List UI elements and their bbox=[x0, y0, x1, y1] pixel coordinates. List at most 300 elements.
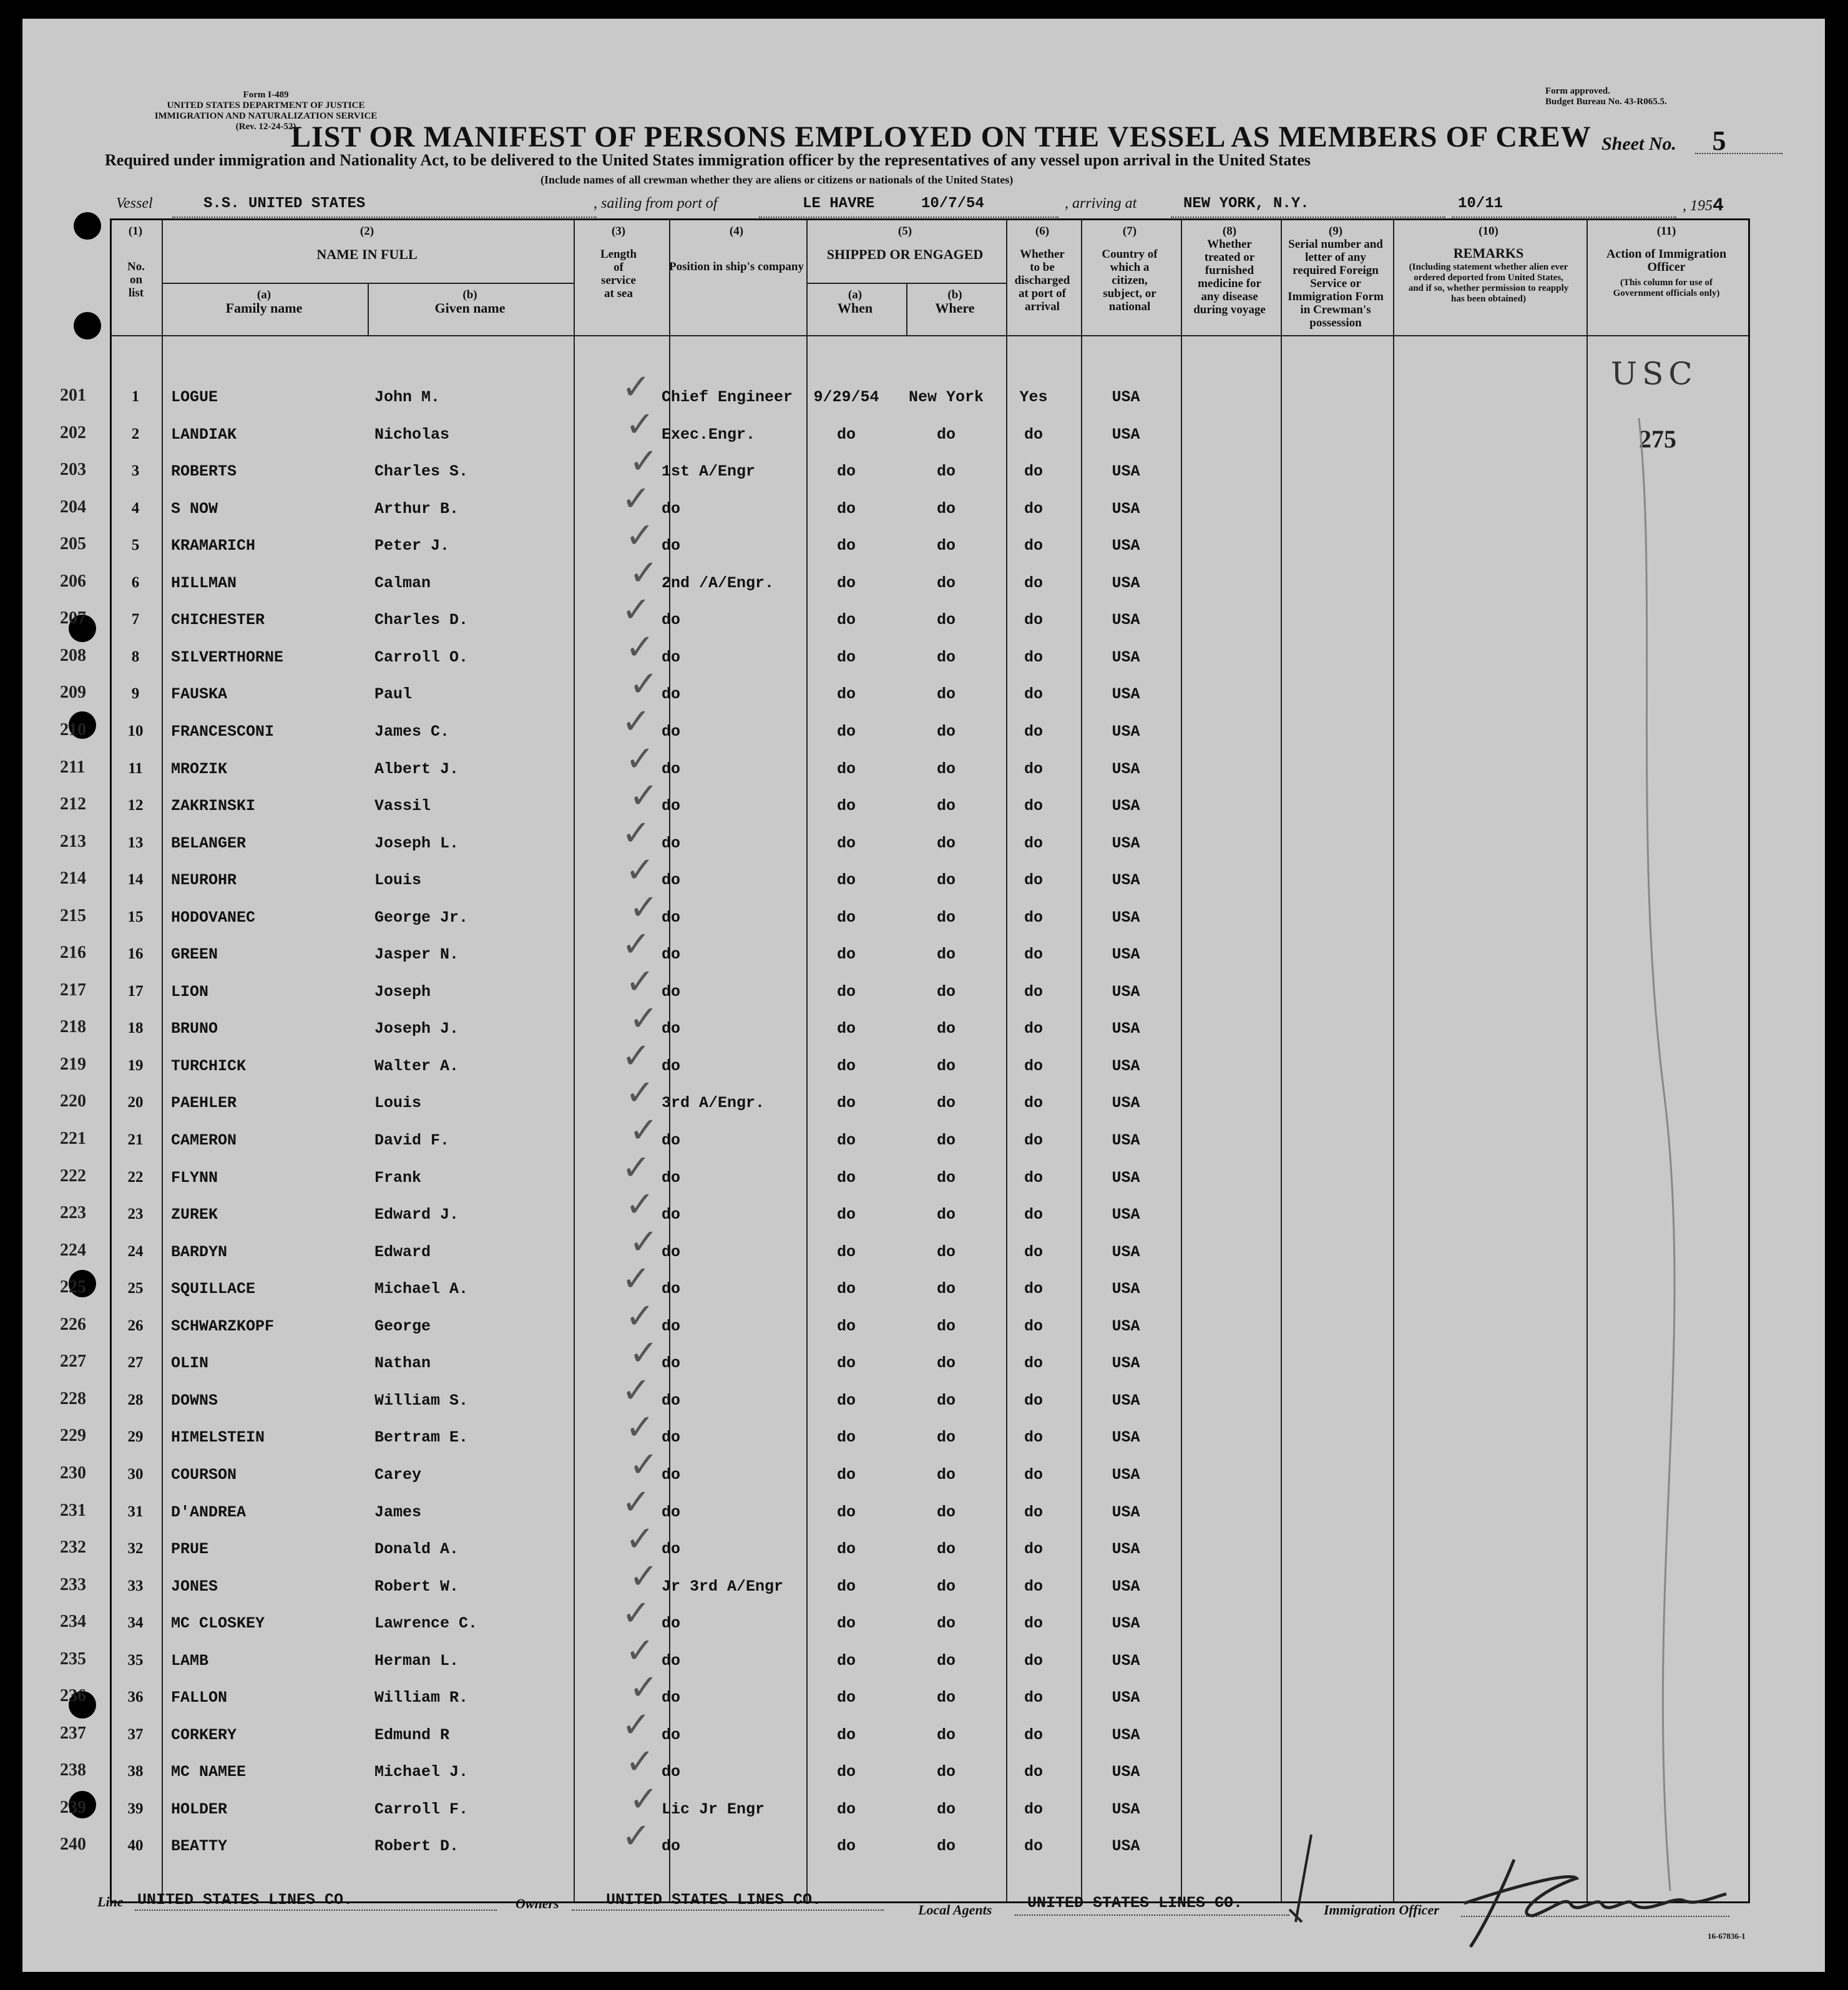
given-name: Michael J. bbox=[374, 1763, 469, 1781]
family-name: MROZIK bbox=[171, 760, 228, 778]
col2a-number: (a) bbox=[257, 288, 271, 301]
given-name: George bbox=[374, 1317, 431, 1335]
discharge: do bbox=[1024, 797, 1043, 815]
col10-title: REMARKS bbox=[1453, 245, 1524, 261]
position: do bbox=[662, 1206, 681, 1224]
handwritten-line-number: 210 bbox=[60, 720, 86, 739]
given-name: Charles S. bbox=[374, 462, 469, 480]
row-number: 40 bbox=[127, 1837, 144, 1854]
check-mark-icon: ✓ bbox=[629, 553, 658, 593]
shipped-where: do bbox=[936, 1428, 956, 1446]
country: USA bbox=[1112, 1354, 1140, 1372]
check-mark-icon: ✓ bbox=[622, 479, 651, 519]
country: USA bbox=[1112, 909, 1140, 927]
family-name: GREEN bbox=[171, 945, 218, 963]
usc-annotation: USC bbox=[1611, 356, 1698, 392]
shipped-where: do bbox=[936, 983, 956, 1001]
col10-number: (10) bbox=[1479, 225, 1498, 238]
country: USA bbox=[1112, 1503, 1140, 1521]
discharge: do bbox=[1024, 1057, 1043, 1075]
given-name: Robert D. bbox=[374, 1837, 459, 1855]
line-value: UNITED STATES LINES CO. bbox=[137, 1891, 353, 1909]
check-mark-icon: ✓ bbox=[622, 1259, 651, 1299]
family-name: KRAMARICH bbox=[171, 537, 256, 555]
year-label bbox=[1683, 195, 1724, 217]
discharge: do bbox=[1024, 1800, 1043, 1818]
col5-header bbox=[806, 225, 1004, 261]
shipped-where: do bbox=[936, 1837, 956, 1855]
given-name: Calman bbox=[374, 574, 431, 592]
handwritten-line-number: 203 bbox=[60, 460, 86, 479]
family-name: TURCHICK bbox=[171, 1057, 247, 1075]
shipped-when: do bbox=[836, 1540, 856, 1558]
country: USA bbox=[1112, 983, 1140, 1001]
shipped-where: do bbox=[936, 1280, 956, 1298]
punch-hole bbox=[74, 212, 101, 240]
shipped-when: do bbox=[836, 834, 856, 852]
col3-header bbox=[584, 225, 653, 300]
col5-number: (5) bbox=[897, 225, 912, 238]
shipped-when: do bbox=[836, 1800, 856, 1818]
family-name: BEATTY bbox=[171, 1837, 228, 1855]
shipped-where: do bbox=[936, 648, 956, 666]
country: USA bbox=[1112, 797, 1140, 815]
col7-number: (7) bbox=[1122, 225, 1137, 238]
shipped-when: do bbox=[836, 500, 856, 518]
handwritten-line-number: 218 bbox=[60, 1017, 86, 1036]
shipped-where: do bbox=[936, 1763, 956, 1781]
shipped-where: do bbox=[936, 1614, 956, 1632]
arrive-port: NEW YORK, N.Y. bbox=[1183, 195, 1309, 212]
row-number: 14 bbox=[127, 871, 144, 888]
country: USA bbox=[1112, 426, 1140, 444]
row-number: 17 bbox=[127, 983, 144, 1000]
arrive-date: 10/11 bbox=[1458, 195, 1503, 212]
discharge: do bbox=[1024, 909, 1043, 927]
check-mark-icon: ✓ bbox=[625, 1184, 655, 1225]
shipped-when: do bbox=[836, 1614, 856, 1632]
shipped-where: do bbox=[936, 426, 956, 444]
handwritten-line-number: 220 bbox=[60, 1091, 86, 1111]
family-name: ZAKRINSKI bbox=[171, 797, 256, 815]
shipped-when: do bbox=[836, 537, 856, 555]
given-name: Michael A. bbox=[374, 1280, 469, 1298]
row-number: 35 bbox=[127, 1652, 144, 1669]
col5b-number: (b) bbox=[947, 288, 962, 301]
discharge: do bbox=[1024, 1317, 1043, 1335]
sheet-label: Sheet No. bbox=[1601, 134, 1676, 154]
position: Exec.Engr. bbox=[662, 426, 756, 444]
country: USA bbox=[1112, 1317, 1140, 1335]
discharge: do bbox=[1024, 1094, 1043, 1112]
shipped-where: do bbox=[936, 1206, 956, 1224]
check-mark-icon: ✓ bbox=[625, 515, 655, 556]
row-number: 32 bbox=[127, 1540, 144, 1557]
col1-header bbox=[111, 225, 160, 300]
shipped-when: do bbox=[836, 945, 856, 963]
row-number: 7 bbox=[131, 611, 140, 628]
position: do bbox=[662, 1763, 681, 1781]
service: IMMIGRATION AND NATURALIZATION SERVICE bbox=[154, 111, 378, 121]
country: USA bbox=[1112, 871, 1140, 889]
col6-title: Whether to be discharged at port of arrival bbox=[1014, 248, 1070, 313]
position: do bbox=[662, 1428, 681, 1446]
vertical-pencil-line bbox=[1620, 406, 1708, 1903]
check-mark-icon: ✓ bbox=[629, 664, 658, 705]
family-name: CHICHESTER bbox=[171, 611, 265, 629]
shipped-when: do bbox=[836, 1466, 856, 1484]
shipped-where: do bbox=[936, 1057, 956, 1075]
shipped-when: do bbox=[836, 1131, 856, 1149]
handwritten-line-number: 212 bbox=[60, 794, 86, 814]
handwritten-line-number: 219 bbox=[60, 1055, 86, 1074]
row-number: 25 bbox=[127, 1280, 144, 1297]
check-mark-icon: ✓ bbox=[629, 998, 658, 1039]
given-name: Donald A. bbox=[374, 1540, 459, 1558]
family-name: D'ANDREA bbox=[171, 1503, 247, 1521]
col-line bbox=[1081, 220, 1082, 1901]
handwritten-line-number: 225 bbox=[60, 1277, 86, 1297]
position: do bbox=[662, 871, 681, 889]
row-number: 19 bbox=[127, 1057, 144, 1074]
row-number: 33 bbox=[127, 1578, 144, 1594]
shipped-when: do bbox=[836, 1169, 856, 1187]
row-number: 36 bbox=[127, 1689, 144, 1705]
given-name: Bertram E. bbox=[374, 1428, 469, 1446]
handwritten-line-number: 207 bbox=[60, 608, 86, 628]
country: USA bbox=[1112, 574, 1140, 592]
handwritten-line-number: 235 bbox=[60, 1649, 86, 1669]
discharge: do bbox=[1024, 983, 1043, 1001]
shipped-when: do bbox=[836, 1689, 856, 1707]
page-subtitle: Required under immigration and Nationality Act, to be delivered to the United States immigration officer by the representatives of any vessel upon arrival in the United States bbox=[105, 151, 1311, 169]
discharge: do bbox=[1024, 685, 1043, 703]
check-mark-icon: ✓ bbox=[625, 404, 655, 445]
discharge: do bbox=[1024, 1763, 1043, 1781]
shipped-where: do bbox=[936, 685, 956, 703]
shipped-where: do bbox=[936, 1800, 956, 1818]
sailing-port: LE HAVRE bbox=[803, 195, 875, 212]
family-name: HODOVANEC bbox=[171, 909, 256, 927]
col5a-header bbox=[806, 288, 904, 315]
header-sub-line bbox=[162, 283, 574, 284]
check-mark-icon: ✓ bbox=[622, 1705, 651, 1745]
position: do bbox=[662, 1614, 681, 1632]
sailing-label: , sailing from port of bbox=[594, 195, 718, 212]
family-name: LANDIAK bbox=[171, 426, 237, 444]
discharge: do bbox=[1024, 1503, 1043, 1521]
col6-number: (6) bbox=[1035, 225, 1050, 238]
family-name: ROBERTS bbox=[171, 462, 237, 480]
crew-count-annotation: 275 bbox=[1639, 425, 1676, 453]
family-name: HIMELSTEIN bbox=[171, 1428, 265, 1446]
check-mark-icon: ✓ bbox=[622, 701, 651, 742]
discharge: do bbox=[1024, 1652, 1043, 1670]
shipped-where: do bbox=[936, 871, 956, 889]
page-title: LIST OR MANIFEST OF PERSONS EMPLOYED ON THE VESSEL AS MEMBERS OF CREW bbox=[291, 120, 1591, 154]
handwritten-line-number: 230 bbox=[60, 1463, 86, 1483]
handwritten-line-number: 224 bbox=[60, 1241, 86, 1260]
shipped-when: do bbox=[836, 871, 856, 889]
row-number: 24 bbox=[127, 1243, 144, 1260]
given-name: Robert W. bbox=[374, 1578, 459, 1596]
col10-note: (Including statement whether alien ever ordered deported from United States, and if so, whether permission to reapply has been obtained) bbox=[1408, 262, 1569, 304]
family-name: HILLMAN bbox=[171, 574, 237, 592]
position: do bbox=[662, 1837, 681, 1855]
shipped-where: do bbox=[936, 574, 956, 592]
arrive-underline bbox=[1171, 217, 1445, 218]
punch-hole bbox=[74, 312, 101, 339]
country: USA bbox=[1112, 1428, 1140, 1446]
country: USA bbox=[1112, 834, 1140, 852]
handwritten-line-number: 237 bbox=[60, 1724, 86, 1743]
shipped-when: do bbox=[836, 1057, 856, 1075]
check-mark-icon: ✓ bbox=[622, 1593, 651, 1634]
country: USA bbox=[1112, 1057, 1140, 1075]
given-name: Louis bbox=[374, 1094, 422, 1112]
given-name: Nicholas bbox=[374, 426, 450, 444]
agents-underline bbox=[1015, 1914, 1289, 1916]
family-name: LION bbox=[171, 983, 209, 1001]
country: USA bbox=[1112, 1800, 1140, 1818]
given-name: Joseph J. bbox=[374, 1020, 459, 1038]
vessel-label: Vessel bbox=[116, 195, 153, 212]
discharge: do bbox=[1024, 760, 1043, 778]
position: 1st A/Engr bbox=[662, 462, 756, 480]
check-mark-icon: ✓ bbox=[622, 1036, 651, 1076]
col2-header bbox=[161, 225, 573, 261]
handwritten-line-number: 201 bbox=[60, 386, 86, 405]
country: USA bbox=[1112, 1540, 1140, 1558]
row-number: 27 bbox=[127, 1354, 144, 1371]
owners-value: UNITED STATES LINES CO. bbox=[606, 1891, 822, 1909]
position: do bbox=[662, 834, 681, 852]
position: do bbox=[662, 1354, 681, 1372]
handwritten-line-number: 238 bbox=[60, 1760, 86, 1780]
revision: (Rev. 12-24-52) bbox=[235, 122, 296, 132]
handwritten-line-number: 226 bbox=[60, 1315, 86, 1334]
check-mark-icon: ✓ bbox=[625, 962, 655, 1002]
family-name: JONES bbox=[171, 1578, 218, 1596]
family-name: FALLON bbox=[171, 1689, 228, 1707]
position: do bbox=[662, 1317, 681, 1335]
handwritten-line-number: 239 bbox=[60, 1798, 86, 1817]
given-name: Vassil bbox=[374, 797, 431, 815]
check-mark-icon: ✓ bbox=[622, 924, 651, 965]
check-mark-icon: ✓ bbox=[625, 1742, 655, 1782]
row-number: 31 bbox=[127, 1503, 144, 1520]
agents-label: Local Agents bbox=[918, 1902, 992, 1918]
row-number: 3 bbox=[131, 462, 140, 479]
col2b-number: (b) bbox=[462, 288, 477, 301]
family-name: LAMB bbox=[171, 1652, 209, 1670]
shipped-where: do bbox=[936, 1652, 956, 1670]
position: do bbox=[662, 723, 681, 741]
position: do bbox=[662, 611, 681, 629]
position: Lic Jr Engr bbox=[662, 1800, 765, 1818]
col4-title: Position in ship's company bbox=[669, 260, 804, 273]
sheet-underline bbox=[1695, 153, 1782, 154]
handwritten-line-number: 204 bbox=[60, 497, 86, 517]
col3-number: (3) bbox=[611, 225, 626, 238]
col11-number: (11) bbox=[1656, 225, 1676, 238]
handwritten-line-number: 233 bbox=[60, 1575, 86, 1594]
given-name: Jasper N. bbox=[374, 945, 459, 963]
handwritten-line-number: 223 bbox=[60, 1203, 86, 1222]
col-line bbox=[574, 220, 575, 1901]
discharge: do bbox=[1024, 871, 1043, 889]
position: do bbox=[662, 909, 681, 927]
shipped-when: do bbox=[836, 760, 856, 778]
shipped-where: do bbox=[936, 1169, 956, 1187]
shipped-when: do bbox=[836, 574, 856, 592]
col11-title: Action of Immigration Officer bbox=[1606, 247, 1727, 274]
row-number: 13 bbox=[127, 834, 144, 851]
position: do bbox=[662, 1689, 681, 1707]
position: do bbox=[662, 1020, 681, 1038]
col2b-header bbox=[367, 288, 573, 315]
handwritten-line-number: 215 bbox=[60, 906, 86, 925]
shipped-when: do bbox=[836, 1243, 856, 1261]
agents-value: UNITED STATES LINES CO. bbox=[1027, 1894, 1243, 1912]
family-name: FRANCESCONI bbox=[171, 723, 275, 741]
shipped-when: do bbox=[836, 426, 856, 444]
country: USA bbox=[1112, 1280, 1140, 1298]
row-number: 37 bbox=[127, 1726, 144, 1743]
shipped-where: do bbox=[936, 1354, 956, 1372]
shipped-when: do bbox=[836, 983, 856, 1001]
check-mark-icon: ✓ bbox=[622, 1370, 651, 1411]
family-name: DOWNS bbox=[171, 1392, 218, 1410]
check-mark-icon: ✓ bbox=[629, 1110, 658, 1151]
position: Jr 3rd A/Engr bbox=[662, 1578, 784, 1596]
check-mark-icon: ✓ bbox=[629, 1445, 658, 1485]
arriving-label: , arriving at bbox=[1065, 195, 1137, 212]
discharge: do bbox=[1024, 1354, 1043, 1372]
family-name: SQUILLACE bbox=[171, 1280, 256, 1298]
handwritten-line-number: 208 bbox=[60, 646, 86, 665]
shipped-when: do bbox=[836, 1392, 856, 1410]
family-name: SCHWARZKOPF bbox=[171, 1317, 275, 1335]
country: USA bbox=[1112, 1094, 1140, 1112]
handwritten-line-number: 214 bbox=[60, 869, 86, 888]
col1-title: No. on list bbox=[127, 260, 145, 300]
family-name: FAUSKA bbox=[171, 685, 228, 703]
family-name: BELANGER bbox=[171, 834, 247, 852]
officer-signature bbox=[1445, 1835, 1733, 1959]
position: Chief Engineer bbox=[662, 388, 793, 406]
check-mark-icon: ✓ bbox=[625, 1073, 655, 1113]
discharge: do bbox=[1024, 648, 1043, 666]
department: UNITED STATES DEPARTMENT OF JUSTICE bbox=[167, 100, 365, 110]
handwritten-line-number: 240 bbox=[60, 1835, 86, 1854]
discharge: do bbox=[1024, 611, 1043, 629]
family-name: SILVERTHORNE bbox=[171, 648, 284, 666]
check-mark-icon: ✓ bbox=[622, 367, 651, 407]
shipped-where: do bbox=[936, 1243, 956, 1261]
shipped-when: do bbox=[836, 1726, 856, 1744]
discharge: do bbox=[1024, 574, 1043, 592]
family-name: COURSON bbox=[171, 1466, 237, 1484]
col8-title: Whether treated or furnished medicine for any disease during voyage bbox=[1193, 238, 1266, 316]
col5b-title: Where bbox=[935, 300, 975, 316]
row-number: 34 bbox=[127, 1614, 144, 1631]
discharge: do bbox=[1024, 537, 1043, 555]
row-number: 20 bbox=[127, 1094, 144, 1111]
discharge: do bbox=[1024, 1614, 1043, 1632]
family-name: S NOW bbox=[171, 500, 218, 518]
given-name: Edmund R bbox=[374, 1726, 450, 1744]
row-number: 9 bbox=[131, 685, 140, 702]
family-name: BRUNO bbox=[171, 1020, 218, 1038]
col8-header bbox=[1180, 225, 1279, 316]
handwritten-line-number: 206 bbox=[60, 572, 86, 591]
discharge: do bbox=[1024, 834, 1043, 852]
country: USA bbox=[1112, 1763, 1140, 1781]
position: 2nd /A/Engr. bbox=[662, 574, 775, 592]
country: USA bbox=[1112, 723, 1140, 741]
country: USA bbox=[1112, 462, 1140, 480]
sailing-date: 10/7/54 bbox=[921, 195, 984, 212]
vessel-name: S.S. UNITED STATES bbox=[203, 195, 366, 212]
given-name: Herman L. bbox=[374, 1652, 459, 1670]
discharge: do bbox=[1024, 500, 1043, 518]
shipped-when: do bbox=[836, 1837, 856, 1855]
col2a-title: Family name bbox=[225, 300, 303, 316]
shipped-when: do bbox=[836, 462, 856, 480]
family-name: NEUROHR bbox=[171, 871, 237, 889]
handwritten-line-number: 231 bbox=[60, 1501, 86, 1520]
position: do bbox=[662, 1280, 681, 1298]
row-number: 18 bbox=[127, 1020, 144, 1036]
shipped-when: do bbox=[836, 723, 856, 741]
country: USA bbox=[1112, 1169, 1140, 1187]
budget-bureau: Budget Bureau No. 43-R065.5. bbox=[1545, 97, 1667, 107]
shipped-when: do bbox=[836, 1763, 856, 1781]
given-name: Lawrence C. bbox=[374, 1614, 478, 1632]
col-line bbox=[162, 220, 163, 1901]
row-number: 8 bbox=[131, 648, 140, 665]
year-prefix: , 195 bbox=[1683, 198, 1713, 214]
position: do bbox=[662, 537, 681, 555]
col5b-header bbox=[906, 288, 1004, 315]
country: USA bbox=[1112, 1614, 1140, 1632]
handwritten-line-number: 228 bbox=[60, 1389, 86, 1408]
given-name: Peter J. bbox=[374, 537, 450, 555]
col11-note: (This column for use of Government officials only) bbox=[1613, 278, 1720, 298]
given-name: Carey bbox=[374, 1466, 422, 1484]
handwritten-line-number: 213 bbox=[60, 832, 86, 851]
shipped-where: do bbox=[936, 1578, 956, 1596]
shipped-where: do bbox=[936, 945, 956, 963]
family-name: MC NAMEE bbox=[171, 1763, 247, 1781]
check-mark-icon: ✓ bbox=[629, 887, 658, 928]
row-number: 11 bbox=[128, 760, 143, 777]
check-mark-icon: ✓ bbox=[625, 850, 655, 890]
country: USA bbox=[1112, 760, 1140, 778]
discharge: do bbox=[1024, 1243, 1043, 1261]
check-mark-icon: ✓ bbox=[625, 1296, 655, 1337]
row-number: 5 bbox=[131, 537, 140, 554]
row-number: 1 bbox=[131, 388, 140, 405]
given-name: George Jr. bbox=[374, 909, 469, 927]
shipped-where: do bbox=[936, 1689, 956, 1707]
shipped-where: do bbox=[936, 834, 956, 852]
given-name: Joseph L. bbox=[374, 834, 459, 852]
line-underline bbox=[135, 1910, 497, 1911]
row-number: 29 bbox=[127, 1428, 144, 1445]
country: USA bbox=[1112, 1243, 1140, 1261]
